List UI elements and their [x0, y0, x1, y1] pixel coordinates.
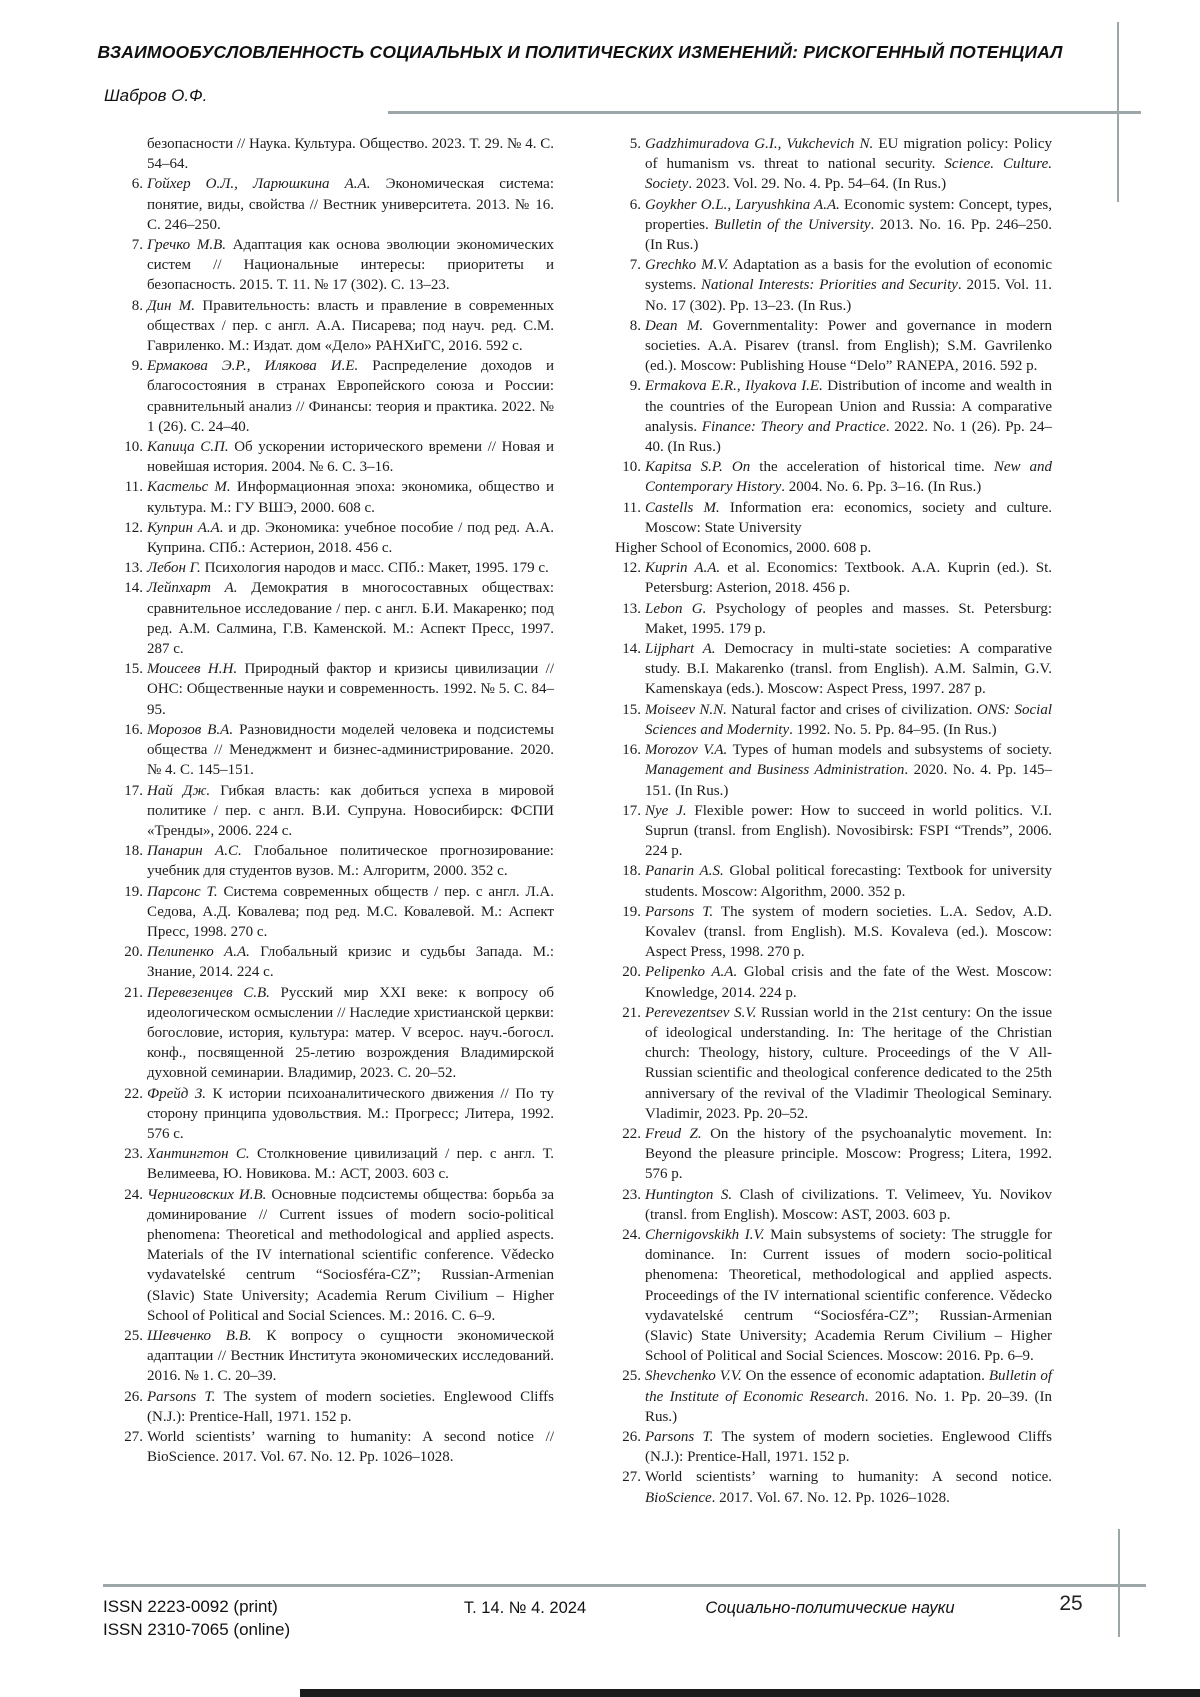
- reference-entry: [117, 983, 554, 1084]
- reference-text: Types of human models and subsystems of society.: [727, 742, 1053, 759]
- reference-text: К истории психоаналитического движения // По ту сторону принципа удовольствия. М.: Прогресс; Литера, 1992. 576 с.: [147, 1085, 554, 1142]
- reference-text: безопасности // Наука. Культура. Общество. 2023. Т. 29. № 4. С. 54–64.: [147, 136, 554, 173]
- reference-text: . 1992. No. 5. Pp. 84–95. (In Rus.): [789, 721, 997, 738]
- reference-text: Демократия в многосоставных обществах: сравнительное исследование / пер. с англ. Б.И. Макаренко; под ред. А.М. Салмина, Г.В. Каменской. М.: Аспект Пресс, 1997. 287 с.: [147, 580, 554, 658]
- reference-number: 8.: [629, 317, 641, 334]
- reference-number: 26.: [622, 1429, 641, 1445]
- reference-number: 14.: [622, 641, 641, 658]
- reference-entry: [117, 942, 554, 982]
- reference-italic-text: Ermakova E.R., Ilyakova I.E.: [645, 378, 823, 395]
- reference-text: Экономическая система: понятие, виды, свойства // Вестник университета. 2013. № 16. С. 246–250.: [147, 176, 555, 233]
- reference-number: 13.: [124, 560, 143, 577]
- reference-entry: [615, 902, 1052, 963]
- reference-number: 18.: [622, 863, 641, 880]
- reference-italic-text: Kuprin A.A.: [645, 560, 721, 577]
- reference-italic-text: Parsons T.: [645, 1429, 714, 1445]
- reference-entry: [117, 296, 554, 357]
- reference-text: et al. Economics: Textbook. A.A. Kuprin (ed.). St. Petersburg: Asterion, 2018. 456 p.: [645, 560, 1052, 597]
- reference-entry: [615, 962, 1052, 1002]
- reference-entry: [117, 1084, 554, 1145]
- reference-number: 11.: [622, 499, 641, 516]
- reference-text: On the essence of economic adaptation.: [741, 1368, 989, 1385]
- reference-italic-text: Shevchenko V.V.: [645, 1368, 742, 1385]
- reference-text: Governmentality: Power and governance in modern societies. A.A. Pisarev (transl. from English); S.M. Gavrilenko (ed.). Moscow: Publishing House “Delo” RANEPA, 2016. 592 p.: [645, 317, 1052, 375]
- reference-italic-text: Freud Z.: [645, 1125, 702, 1142]
- reference-entry: [615, 1124, 1052, 1185]
- reference-text: Russian world in the 21st century: On the issue of ideological understanding. In: The heritage of the Christian church: Theology, history, culture. Proceedings of the V All-Russian scientific and theological conference dedicated to the 25th anniversary of the revival of the Vladimir Theological Seminary. Vladimir, 2023. Pp. 20–52.: [645, 1004, 1052, 1122]
- reference-text: Global crisis and the fate of the West. Moscow: Knowledge, 2014. 224 p.: [645, 964, 1052, 1001]
- reference-italic-text: Science. Culture. Society: [645, 156, 1052, 193]
- reference-text: Adaptation as a basis for the evolution of economic systems.: [645, 257, 1052, 294]
- reference-number: 17.: [124, 782, 143, 799]
- reference-italic-text: ONS: Social Sciences and Modernity: [645, 701, 1052, 738]
- reference-text: Democracy in multi-state societies: A comparative study. B.I. Makarenko (transl. from English). A.M. Salmin, G.V. Kamenskaya (eds.). Moscow: Aspect Press, 1997. 287 p.: [645, 641, 1052, 698]
- reference-number: 9.: [131, 358, 143, 375]
- reference-number: 15.: [622, 701, 641, 718]
- reference-text: . 2015. Vol. 11. No. 17 (302). Pp. 13–23. (In Rus.): [645, 277, 1052, 314]
- reference-number: 21.: [622, 1004, 641, 1021]
- reference-text: Система современных обществ / пер. с англ. Л.А. Седова, А.Д. Ковалева; под ред. М.С. Ковалевой. М.: Аспект Пресс, 1998. 270 с.: [147, 883, 554, 940]
- reference-entry: [615, 134, 1052, 195]
- reference-entry: [117, 578, 554, 659]
- reference-italic-text: Finance: Theory and Practice: [701, 418, 886, 435]
- reference-italic-text: Шевченко В.В.: [147, 1327, 252, 1344]
- reference-entry: [117, 356, 554, 437]
- reference-italic-text: Grechko M.V.: [645, 257, 729, 274]
- reference-entry: [117, 235, 554, 296]
- reference-entry: [117, 518, 554, 558]
- reference-text: The system of modern societies. Englewood Cliffs (N.J.): Prentice-Hall, 1971. 152 p.: [645, 1429, 1053, 1466]
- footer-page-number: 25: [1059, 1592, 1083, 1615]
- reference-italic-text: Дин М.: [147, 297, 196, 314]
- reference-entry: [615, 255, 1052, 316]
- reference-italic-text: Гречко М.В.: [147, 237, 226, 254]
- reference-number: 20.: [622, 964, 641, 981]
- reference-entry: [117, 134, 554, 174]
- reference-text: . 2022. No. 1 (26). Pp. 24–40. (In Rus.): [645, 418, 1052, 456]
- reference-number: 22.: [622, 1125, 641, 1142]
- reference-entry: [615, 1003, 1052, 1124]
- reference-number: 17.: [622, 802, 641, 819]
- reference-text: Глобальное политическое прогнозирование: учебник для студентов вузов. М.: Алгоритм, 2000. 352 с.: [147, 843, 554, 880]
- reference-entry: [615, 1427, 1052, 1467]
- top-right-corner-rule: [1117, 22, 1119, 202]
- bottom-edge-bar: [300, 1689, 1200, 1697]
- reference-text: . 2023. Vol. 29. No. 4. Pp. 54–64. (In Rus.): [688, 176, 947, 193]
- reference-entry: [117, 781, 554, 842]
- reference-italic-text: Morozov V.A.: [645, 742, 728, 759]
- reference-text: . 2016. No. 1. Pp. 20–39. (In Rus.): [645, 1388, 1052, 1425]
- reference-italic-text: Bulletin of the University: [714, 216, 871, 233]
- reference-number: 25.: [124, 1327, 143, 1344]
- reference-text: Природный фактор и кризисы цивилизации // ОНС: Общественные науки и современность. 1992. № 5. С. 84–95.: [147, 661, 555, 718]
- reference-text: The system of modern societies. Englewood Cliffs (N.J.): Prentice-Hall, 1971. 152 p.: [147, 1388, 555, 1425]
- reference-italic-text: Panarin A.S.: [645, 863, 724, 880]
- reference-text: Distribution of income and wealth in the countries of the European Union and Russia: A comparative analysis.: [645, 378, 1052, 435]
- reference-number: 10.: [622, 459, 641, 476]
- reference-text: Global political forecasting: Textbook for university students. Moscow: Algorithm, 2000. 352 p.: [645, 863, 1052, 900]
- reference-number: 21.: [124, 984, 143, 1001]
- reference-number: 19.: [124, 883, 143, 900]
- reference-number: 24.: [124, 1186, 143, 1203]
- reference-italic-text: Chernigovskikh I.V.: [645, 1226, 765, 1243]
- reference-number: 11.: [124, 479, 143, 496]
- reference-text: Information era: economics, society and culture. Moscow: State University: [645, 499, 1053, 536]
- reference-italic-text: Перевезенцев С.В.: [147, 984, 270, 1001]
- reference-entry: [117, 477, 554, 517]
- reference-number: 10.: [124, 439, 143, 456]
- reference-text: Разновидности моделей человека и подсистемы общества // Менеджмент и бизнес-администрирование. 2020. № 4. С. 145–151.: [147, 721, 555, 779]
- reference-entry: [615, 376, 1052, 457]
- reference-entry: [117, 882, 554, 943]
- reference-number: 16.: [622, 742, 641, 759]
- reference-number: 13.: [622, 600, 641, 617]
- reference-text: Правительность: власть и правление в современных обществах / пер. с англ. А.А. Писарева; под науч. ред. С.М. Гавриленко. М.: Издат. дом «Дело» РАНХиГС, 2016. 592 с.: [147, 297, 554, 355]
- reference-italic-text: Парсонс Т.: [147, 883, 218, 900]
- reference-italic-text: Moiseev N.N.: [645, 701, 727, 718]
- reference-entry: [615, 861, 1052, 901]
- reference-entry: [117, 1427, 554, 1467]
- reference-entry: [615, 1366, 1052, 1427]
- reference-number: 27.: [124, 1429, 143, 1445]
- reference-italic-text: Моисеев Н.Н.: [147, 661, 238, 678]
- reference-italic-text: Най Дж.: [147, 782, 211, 799]
- reference-entry: [117, 1185, 554, 1326]
- reference-number: 22.: [124, 1085, 143, 1102]
- reference-text: Распределение доходов и благосостояния в странах Европейского союза и России: сравнительный анализ // Финансы: теория и практика. 2022. № 1 (26). С. 24–40.: [147, 358, 554, 435]
- reference-text: The system of modern societies. L.A. Sedov, A.D. Kovalev (transl. from English). M.S. Kovaleva (ed.). Moscow: Aspect Press, 1998. 270 p.: [645, 903, 1052, 961]
- reference-number: 7.: [629, 257, 641, 274]
- reference-entry: [615, 498, 1052, 538]
- reference-italic-text: National Interests: Priorities and Security: [701, 277, 958, 294]
- reference-text: . 2020. No. 4. Pp. 145–151. (In Rus.): [645, 762, 1052, 799]
- bottom-right-corner-rule: [1118, 1529, 1120, 1637]
- reference-text: Глобальный кризис и судьбы Запада. М.: Знание, 2014. 224 с.: [147, 944, 555, 981]
- reference-entry: [117, 1144, 554, 1184]
- reference-number: 12.: [622, 560, 641, 577]
- reference-entry: [615, 1185, 1052, 1225]
- reference-entry: [117, 1387, 554, 1427]
- reference-italic-text: Гойхер О.Л., Ларюшкина А.А.: [147, 176, 371, 193]
- footer-rule: [103, 1584, 1146, 1587]
- reference-italic-text: Management and Business Administration: [645, 762, 905, 779]
- reference-italic-text: Лейпхарт А.: [147, 580, 238, 597]
- reference-entry: [615, 558, 1052, 598]
- references-column-russian: [117, 134, 554, 1467]
- reference-text: К вопросу о сущности экономической адаптации // Вестник Института экономических исследований. 2016. № 1. С. 20–39.: [147, 1327, 555, 1385]
- reference-text: Адаптация как основа эволюции экономических систем // Национальные интересы: приоритеты и безопасность. 2015. Т. 11. № 17 (302). С. 13–23.: [147, 237, 554, 294]
- reference-italic-text: Castells M.: [645, 499, 720, 516]
- reference-italic-text: Dean M.: [645, 317, 704, 334]
- reference-text: World scientists’ warning to humanity: A second notice.: [645, 1469, 1052, 1486]
- reference-number: 25.: [622, 1368, 641, 1385]
- reference-text: Основные подсистемы общества: борьба за доминирование // Current issues of modern socio-political phenomena: Theoretical and methodological and applied aspects. Materials of the IV international scientific conference. Vědecko vydavatelské centrum “Sociosféra-CZ”; Russian-Armenian (Slavic) State University; Academia Rerum Civilium – Higher School of Political and Social Sciences. М.: 2016. С. 6–9.: [147, 1186, 554, 1324]
- reference-entry: [615, 700, 1052, 740]
- reference-number: 8.: [131, 297, 143, 314]
- reference-entry: [615, 1225, 1052, 1366]
- reference-entry: [117, 437, 554, 477]
- footer-volume-issue: Т. 14. № 4. 2024: [463, 1599, 587, 1617]
- footer-journal-name: Социально-политические науки: [705, 1599, 955, 1617]
- reference-italic-text: Bulletin of the Institute of Economic Research: [645, 1368, 1052, 1405]
- reference-italic-text: Пелипенко А.А.: [147, 944, 250, 961]
- reference-italic-text: Куприн А.А.: [147, 519, 224, 536]
- reference-number: 26.: [124, 1388, 143, 1405]
- reference-text: On the history of the psychoanalytic movement. In: Beyond the pleasure principle. Moscow: Progress; Litera, 1992. 576 p.: [645, 1125, 1052, 1183]
- reference-number: 6.: [629, 196, 641, 213]
- reference-text: Об ускорении исторического времени // Новая и новейшая история. 2004. № 6. С. 3–16.: [147, 439, 555, 476]
- reference-italic-text: Ермакова Э.Р., Илякова И.Е.: [147, 358, 359, 375]
- reference-entry: [615, 1467, 1052, 1507]
- reference-number: 9.: [629, 378, 641, 395]
- reference-italic-text: Huntington S.: [645, 1186, 733, 1203]
- reference-number: 14.: [124, 580, 143, 597]
- reference-italic-text: Kapitsa S.P. On: [645, 459, 751, 476]
- reference-number: 5.: [629, 136, 641, 152]
- reference-italic-text: Lebon G.: [645, 600, 707, 617]
- reference-italic-text: Nye J.: [645, 802, 687, 819]
- reference-italic-text: BioScience: [645, 1489, 712, 1506]
- reference-text: . 2017. Vol. 67. No. 12. Pp. 1026–1028.: [711, 1489, 950, 1506]
- reference-number: 16.: [124, 721, 143, 738]
- reference-number: 27.: [622, 1469, 641, 1486]
- reference-italic-text: Lijphart A.: [645, 641, 716, 658]
- reference-italic-text: Морозов В.А.: [147, 721, 234, 738]
- reference-italic-text: Хантингтон С.: [147, 1146, 250, 1163]
- reference-entry: [117, 1326, 554, 1387]
- reference-text: Flexible power: How to succeed in world politics. V.I. Suprun (transl. from English). Novosibirsk: FSPI “Trends”, 2006. 224 p.: [645, 802, 1052, 860]
- reference-text: и др. Экономика: учебное пособие / под ред. А.А. Куприна. СПб.: Астерион, 2018. 456 с.: [147, 519, 554, 557]
- reference-entry: [117, 558, 554, 578]
- reference-entry: [117, 720, 554, 781]
- reference-text: Психология народов и масс. СПб.: Макет, 1995. 179 с.: [200, 560, 549, 577]
- reference-italic-text: Кастельс М.: [147, 479, 231, 496]
- reference-italic-text: Pelipenko A.A.: [645, 964, 738, 981]
- reference-text: . 2013. No. 16. Pp. 246–250. (In Rus.): [645, 216, 1052, 254]
- reference-italic-text: Parsons T.: [645, 903, 714, 920]
- reference-number: 12.: [124, 519, 143, 536]
- footer-issn-block: [103, 1596, 290, 1641]
- reference-italic-text: Лебон Г.: [147, 560, 201, 577]
- reference-italic-text: New and Contemporary History: [645, 459, 1052, 496]
- reference-entry: [615, 538, 1052, 558]
- reference-entry: [615, 639, 1052, 700]
- reference-number: 23.: [622, 1186, 641, 1203]
- reference-text: World scientists’ warning to humanity: A second notice // BioScience. 2017. Vol. 67. No. 12. Pp. 1026–1028.: [147, 1429, 554, 1466]
- reference-entry: [615, 316, 1052, 377]
- reference-text: . 2004. No. 6. Pp. 3–16. (In Rus.): [781, 479, 982, 496]
- reference-italic-text: Фрейд З.: [147, 1085, 206, 1102]
- reference-number: 20.: [124, 944, 143, 961]
- author-name: Шабров О.Ф.: [104, 86, 208, 105]
- reference-entry: [615, 599, 1052, 639]
- reference-italic-text: Gadzhimuradova G.I., Vukchevich N.: [645, 136, 874, 152]
- references-column-english: [615, 134, 1052, 1508]
- reference-number: 19.: [622, 903, 641, 920]
- issn-online: ISSN 2310-7065 (online): [103, 1619, 291, 1639]
- running-title: ВЗАИМООБУСЛОВЛЕННОСТЬ СОЦИАЛЬНЫХ И ПОЛИТИЧЕСКИХ ИЗМЕНЕНИЙ: РИСКОГЕННЫЙ ПОТЕНЦИАЛ: [97, 42, 1063, 62]
- issn-print: ISSN 2223-0092 (print): [103, 1597, 278, 1616]
- reference-italic-text: Parsons T.: [147, 1388, 216, 1405]
- reference-italic-text: Капица С.П.: [147, 439, 229, 456]
- reference-entry: [117, 841, 554, 881]
- reference-text: Natural factor and crises of civilization.: [726, 701, 977, 718]
- reference-italic-text: Perevezentsev S.V.: [645, 1004, 757, 1021]
- reference-text: Main subsystems of society: The struggle for dominance. In: Current issues of modern socio-political phenomena: Theoretical, methodological and applied aspects. Proceedings of the IV international scientific conference. Vědecko vydavatelské centrum “Sociosféra-CZ”; Russian-Armenian (Slavic) State University; Academia Rerum Civilium – Higher School of Political and Social Sciences. Moscow: 2016. Pp. 6–9.: [645, 1226, 1052, 1365]
- reference-text: Psychology of peoples and masses. St. Petersburg: Maket, 1995. 179 p.: [645, 600, 1052, 637]
- header-rule: [388, 111, 1141, 114]
- reference-number: 24.: [622, 1226, 641, 1243]
- reference-entry: [117, 659, 554, 720]
- reference-text: EU migration policy: Policy of humanism vs. threat to national security.: [645, 136, 1052, 173]
- reference-italic-text: Панарин А.С.: [147, 843, 242, 860]
- reference-number: 23.: [124, 1146, 143, 1163]
- reference-text: Русский мир XXI веке: к вопросу об идеологическом осмыслении // Наследие христианской церкви: богословие, история, культура: матер. V всерос. науч.-богосл. конф., посвященной 25-летию возрождения Владимирской духовной семинарии. Владимир, 2023. С. 20–52.: [147, 984, 554, 1082]
- reference-entry: [615, 457, 1052, 497]
- reference-text: Информационная эпоха: экономика, общество и культура. М.: ГУ ВШЭ, 2000. 608 с.: [147, 479, 554, 516]
- reference-text: Economic system: Concept, types, properties.: [645, 196, 1052, 233]
- reference-entry: [615, 801, 1052, 862]
- reference-text: Гибкая власть: как добиться успеха в мировой политике / пер. с англ. В.И. Супруна. Новосибирск: ФСПИ «Тренды», 2006. 224 с.: [147, 782, 554, 839]
- reference-italic-text: Черниговских И.В.: [147, 1186, 267, 1203]
- reference-text: Clash of civilizations. T. Velimeev, Yu. Novikov (transl. from English). Moscow: AST, 2003. 603 p.: [645, 1186, 1052, 1223]
- reference-text: Столкновение цивилизаций / пер. с англ. Т. Велимеева, Ю. Новикова. М.: АСТ, 2003. 603 с.: [147, 1146, 554, 1183]
- reference-number: 7.: [131, 237, 143, 254]
- reference-text: Higher School of Economics, 2000. 608 p.: [615, 540, 872, 557]
- reference-italic-text: Goykher O.L., Laryushkina A.A.: [645, 196, 840, 213]
- reference-text: the acceleration of historical time.: [750, 459, 994, 476]
- reference-entry: [615, 740, 1052, 801]
- reference-entry: [117, 174, 554, 235]
- reference-number: 6.: [131, 176, 143, 193]
- reference-entry: [615, 195, 1052, 256]
- reference-number: 15.: [124, 661, 143, 678]
- reference-number: 18.: [124, 843, 143, 860]
